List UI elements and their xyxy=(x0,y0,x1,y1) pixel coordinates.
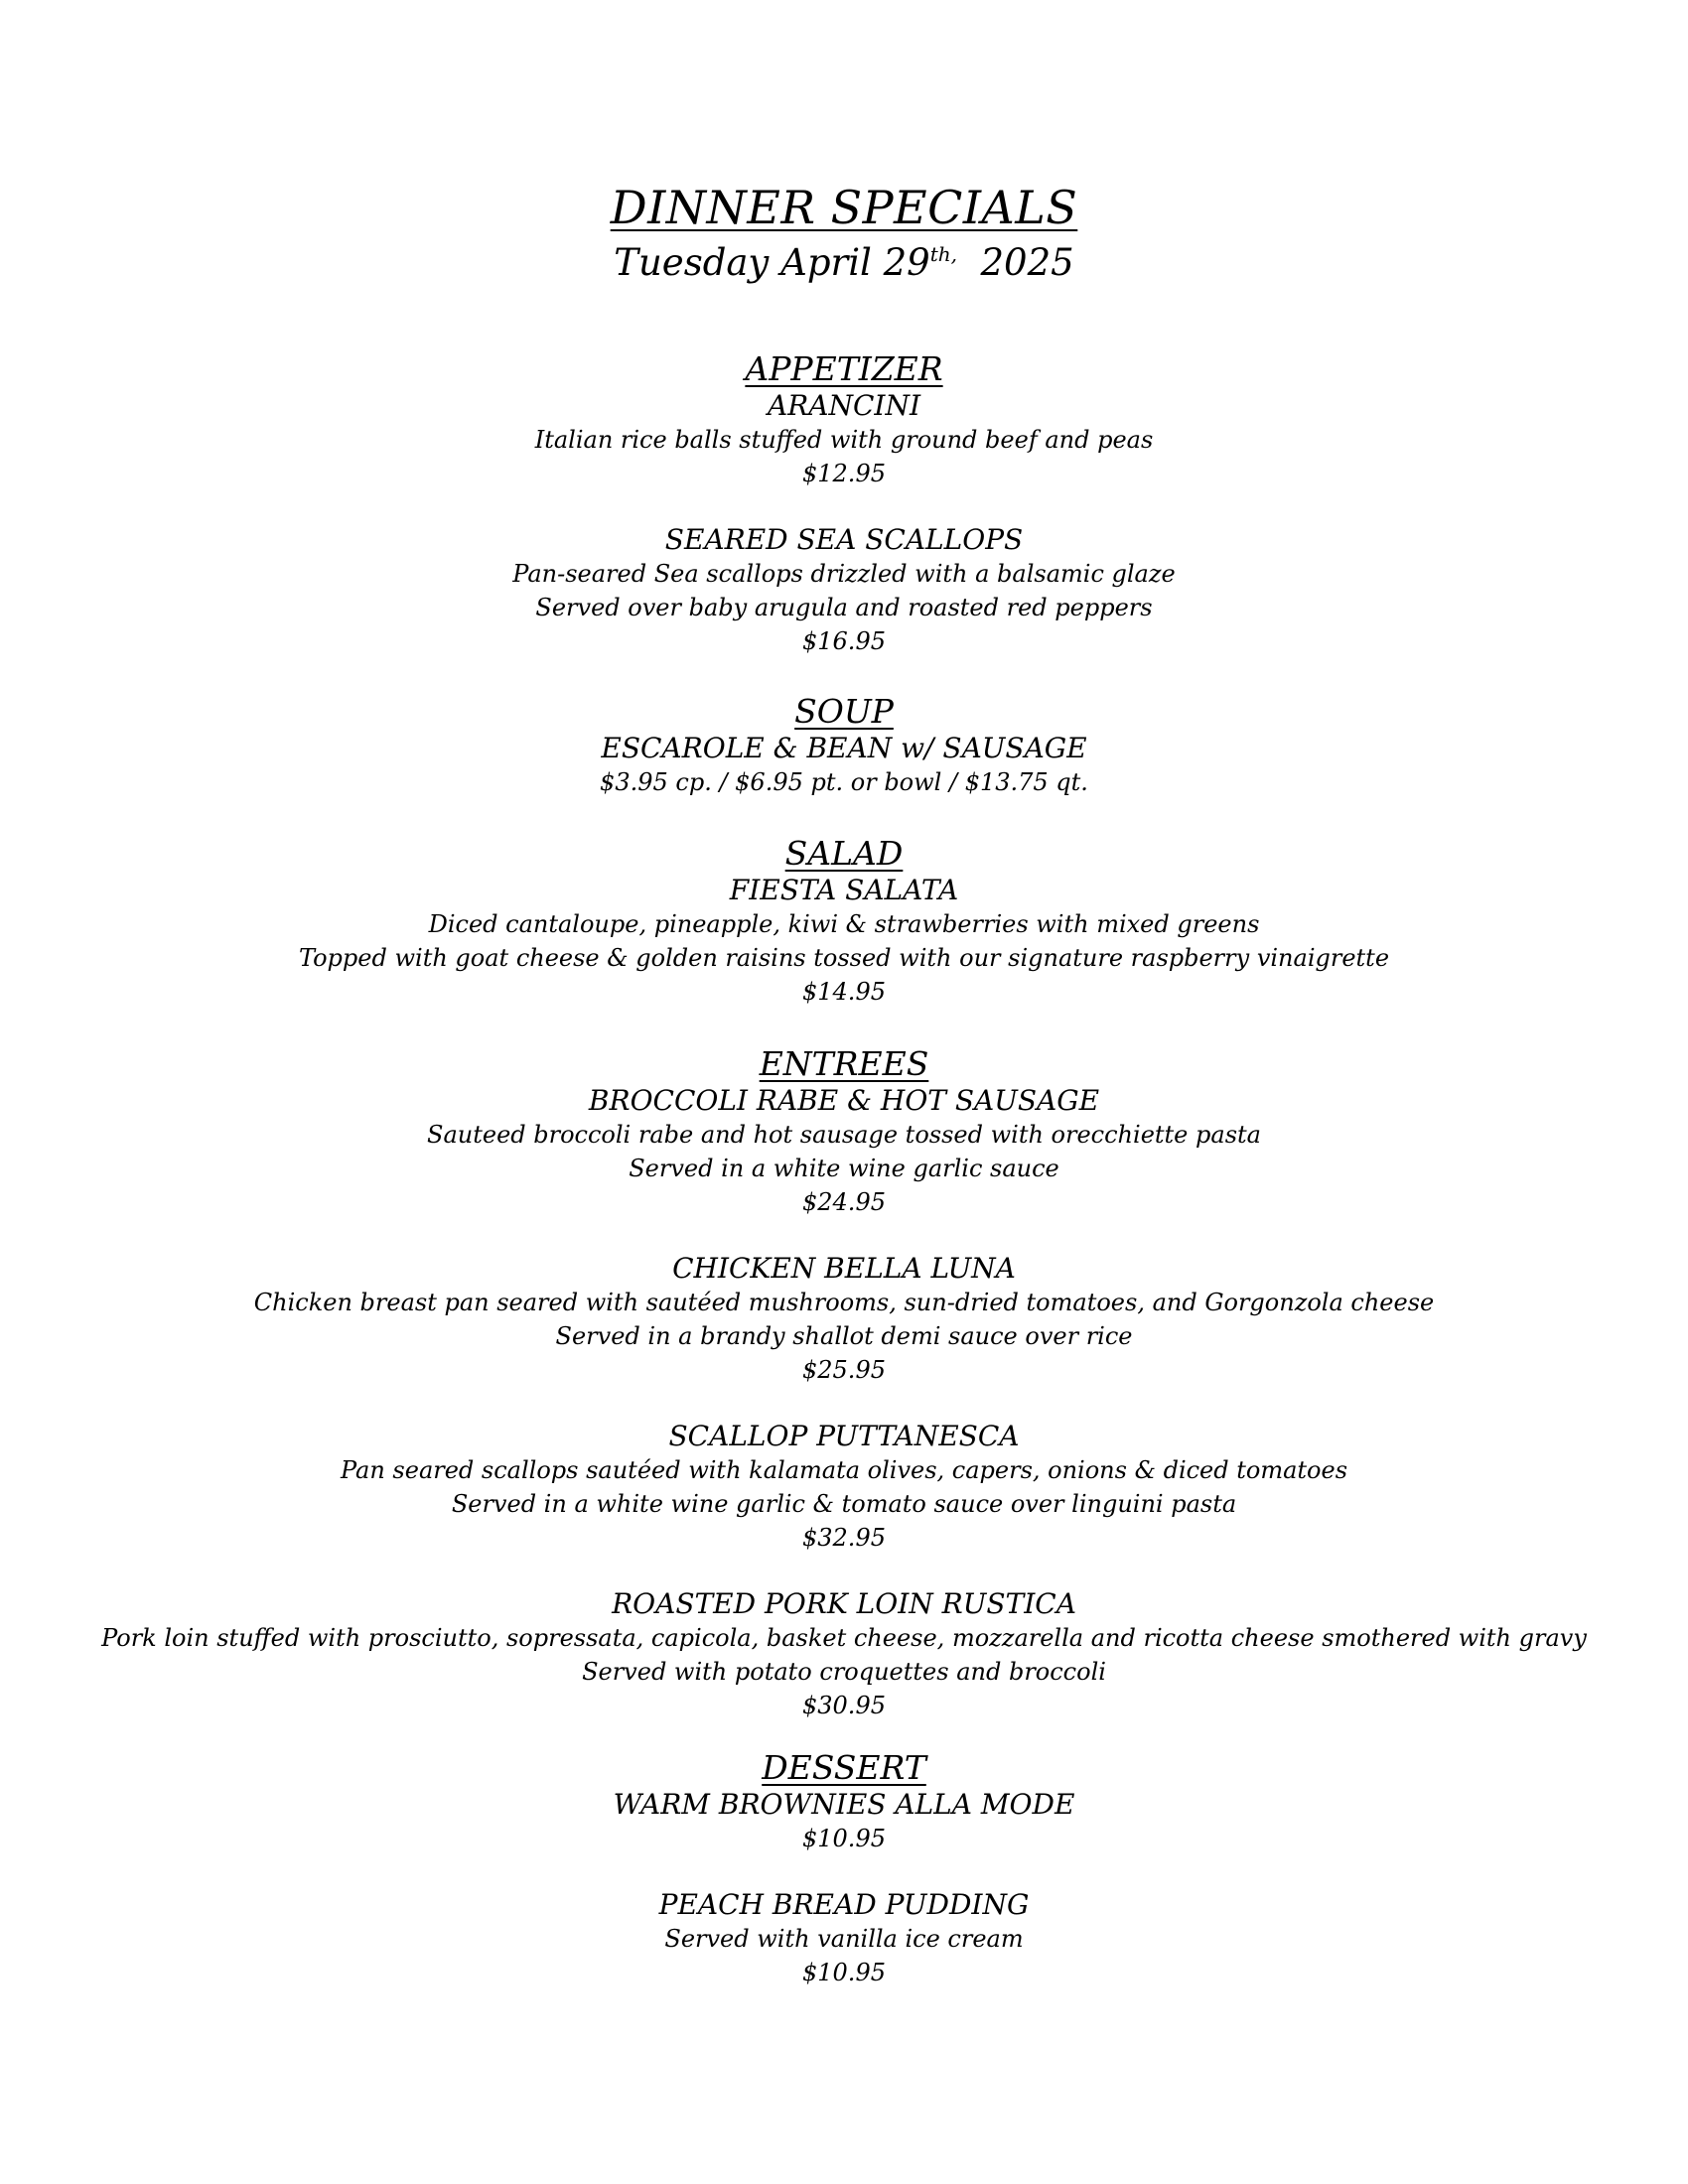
item-description: Topped with goat cheese & golden raisins tossed with our signature raspberry vinaigrette xyxy=(298,944,1390,972)
item-name: SEARED SEA SCALLOPS xyxy=(664,523,1024,556)
menu-item-escarole-bean xyxy=(0,732,1688,799)
item-name: ESCAROLE & BEAN w/ SAUSAGE xyxy=(601,732,1087,764)
item-price: $10.95 xyxy=(802,1959,886,1986)
item-description: Served with potato croquettes and broccoli xyxy=(582,1658,1106,1686)
item-description: Served with vanilla ice cream xyxy=(664,1925,1024,1953)
section-dessert xyxy=(0,1748,1688,1989)
menu-date-ordinal: th, xyxy=(929,242,957,266)
menu-item-chicken-bella-luna xyxy=(0,1252,1688,1387)
menu-header xyxy=(0,179,1688,288)
menu-item-roasted-pork-loin-rustica xyxy=(0,1587,1688,1722)
section-title-soup: SOUP xyxy=(794,692,894,731)
item-name: ARANCINI xyxy=(767,389,921,422)
menu-item-arancini xyxy=(0,389,1688,490)
item-price: $16.95 xyxy=(802,627,886,655)
item-name: PEACH BREAD PUDDING xyxy=(658,1888,1030,1921)
item-description: Pan seared scallops sautéed with kalamata olives, capers, onions & diced tomatoes xyxy=(340,1456,1348,1484)
item-description: Served in a brandy shallot demi sauce over rice xyxy=(555,1322,1133,1350)
menu-title: DINNER SPECIALS xyxy=(610,181,1078,234)
section-soup xyxy=(0,692,1688,799)
item-price: $12.95 xyxy=(802,460,886,487)
menu-date-day: Tuesday April 29 xyxy=(614,241,930,284)
item-description: Diced cantaloupe, pineapple, kiwi & strawberries with mixed greens xyxy=(428,910,1260,938)
menu-date xyxy=(0,238,1688,288)
item-name: SCALLOP PUTTANESCA xyxy=(668,1420,1020,1452)
section-title-entrees: ENTREES xyxy=(759,1044,929,1083)
item-name: BROCCOLI RABE & HOT SAUSAGE xyxy=(588,1084,1100,1117)
menu-item-peach-bread-pudding xyxy=(0,1888,1688,1989)
section-entrees xyxy=(0,1044,1688,1722)
item-name: WARM BROWNIES ALLA MODE xyxy=(613,1788,1075,1821)
menu-date-year: 2025 xyxy=(980,241,1074,284)
item-description: Italian rice balls stuffed with ground beef and peas xyxy=(534,426,1154,454)
section-appetizer xyxy=(0,349,1688,658)
menu-item-seared-sea-scallops xyxy=(0,523,1688,658)
item-description: Served over baby arugula and roasted red peppers xyxy=(535,594,1153,621)
section-title-appetizer: APPETIZER xyxy=(745,349,943,388)
menu-item-scallop-puttanesca xyxy=(0,1420,1688,1555)
section-salad xyxy=(0,834,1688,1009)
item-price: $32.95 xyxy=(802,1524,886,1552)
item-price: $14.95 xyxy=(802,978,886,1006)
item-price: $25.95 xyxy=(802,1356,886,1384)
menu-item-broccoli-rabe xyxy=(0,1084,1688,1219)
item-price: $24.95 xyxy=(802,1188,886,1216)
section-title-dessert: DESSERT xyxy=(762,1748,926,1787)
menu-item-warm-brownies xyxy=(0,1788,1688,1855)
item-description: Chicken breast pan seared with sautéed mushrooms, sun-dried tomatoes, and Gorgonzola cheese xyxy=(253,1289,1435,1316)
menu-item-fiesta-salata xyxy=(0,874,1688,1009)
item-description: Pan-seared Sea scallops drizzled with a balsamic glaze xyxy=(512,560,1176,588)
item-description: Sauteed broccoli rabe and hot sausage tossed with orecchiette pasta xyxy=(427,1121,1261,1149)
item-description: Served in a white wine garlic sauce xyxy=(629,1155,1059,1182)
item-description: Pork loin stuffed with prosciutto, sopressata, capicola, basket cheese, mozzarella and ricotta cheese smothered with gravy xyxy=(101,1624,1587,1652)
item-name: FIESTA SALATA xyxy=(729,874,959,906)
item-price: $3.95 cp. / $6.95 pt. or bowl / $13.75 qt. xyxy=(600,768,1088,796)
item-description: Served in a white wine garlic & tomato sauce over linguini pasta xyxy=(451,1490,1237,1518)
section-title-salad: SALAD xyxy=(784,834,904,873)
item-name: CHICKEN BELLA LUNA xyxy=(672,1252,1016,1285)
item-name: ROASTED PORK LOIN RUSTICA xyxy=(612,1587,1076,1620)
item-price: $30.95 xyxy=(802,1692,886,1719)
item-price: $10.95 xyxy=(802,1825,886,1852)
